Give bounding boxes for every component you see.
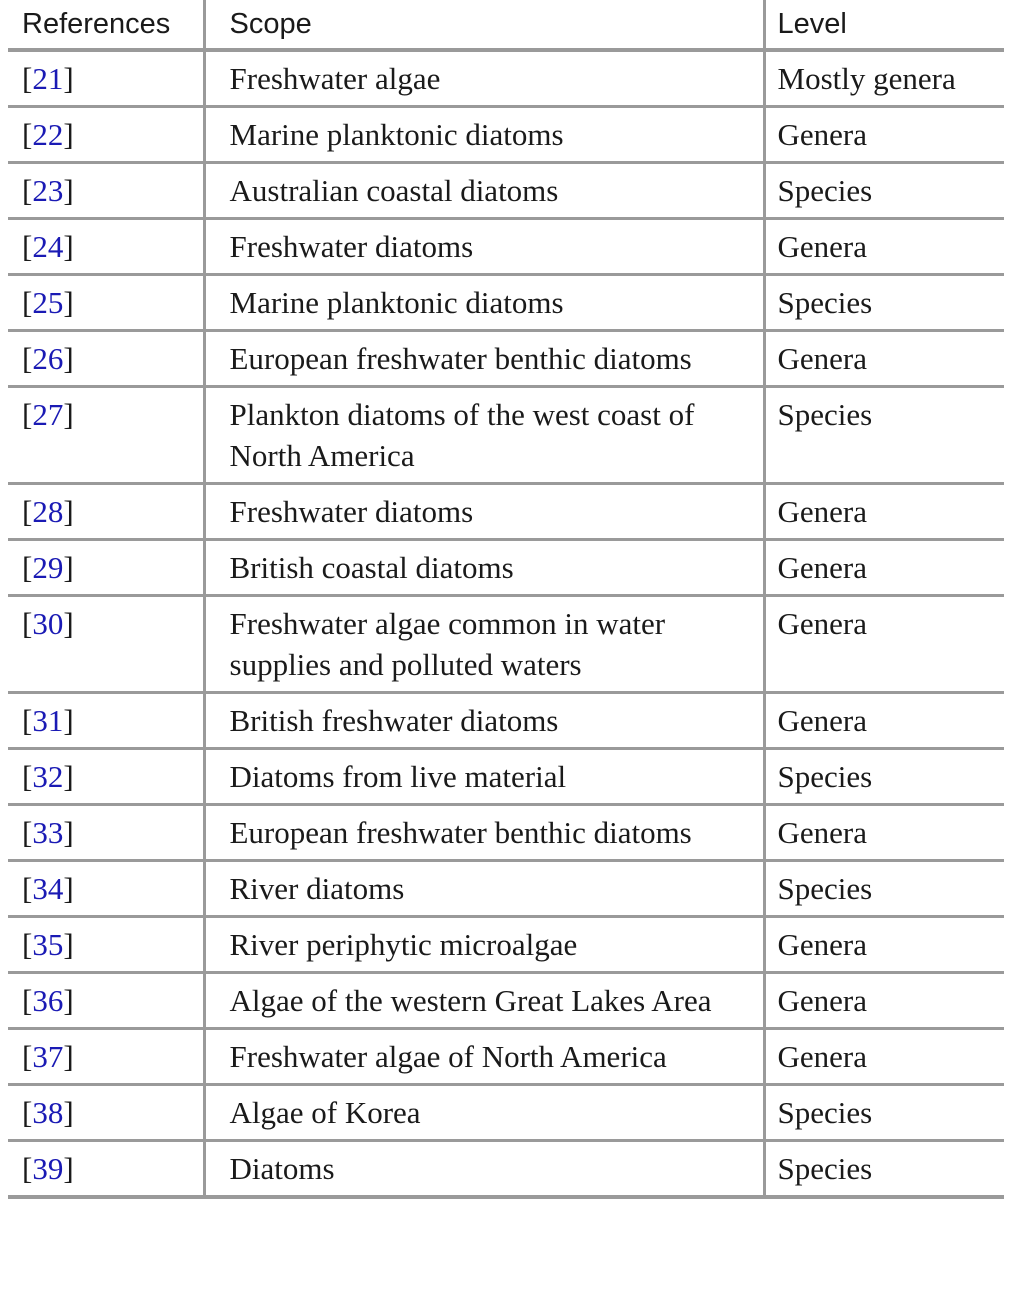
reference-cell <box>8 917 204 973</box>
reference-cell <box>8 107 204 163</box>
citation-link[interactable]: 25 <box>32 285 64 320</box>
close-bracket: ] <box>63 1039 74 1074</box>
table-row <box>8 331 1004 387</box>
open-bracket: [ <box>22 927 33 962</box>
open-bracket: [ <box>22 229 33 264</box>
table-row <box>8 693 1004 749</box>
scope-cell: Plankton diatoms of the west coast of North America <box>204 387 764 484</box>
scope-cell: River diatoms <box>204 861 764 917</box>
reference-cell <box>8 275 204 331</box>
table-row <box>8 973 1004 1029</box>
table-row <box>8 540 1004 596</box>
close-bracket: ] <box>63 759 74 794</box>
reference-cell <box>8 331 204 387</box>
reference-cell <box>8 973 204 1029</box>
table-header <box>8 0 1004 50</box>
citation-link[interactable]: 38 <box>32 1095 64 1130</box>
level-cell: Genera <box>764 917 1004 973</box>
table-row <box>8 1085 1004 1141</box>
level-cell: Species <box>764 1085 1004 1141</box>
table-row <box>8 50 1004 107</box>
close-bracket: ] <box>63 871 74 906</box>
scope-cell: Marine planktonic diatoms <box>204 107 764 163</box>
citation-link[interactable]: 36 <box>32 983 64 1018</box>
citation-link[interactable]: 33 <box>32 815 64 850</box>
scope-cell: European freshwater benthic diatoms <box>204 805 764 861</box>
close-bracket: ] <box>63 285 74 320</box>
level-cell: Mostly genera <box>764 50 1004 107</box>
open-bracket: [ <box>22 871 33 906</box>
scope-cell: Freshwater diatoms <box>204 219 764 275</box>
citation-link[interactable]: 31 <box>32 703 64 738</box>
reference-cell <box>8 219 204 275</box>
table-row <box>8 163 1004 219</box>
close-bracket: ] <box>63 550 74 585</box>
open-bracket: [ <box>22 173 33 208</box>
citation-link[interactable]: 28 <box>32 494 64 529</box>
citation-link[interactable]: 22 <box>32 117 64 152</box>
reference-cell <box>8 50 204 107</box>
citation-link[interactable]: 21 <box>32 61 64 96</box>
table-row <box>8 917 1004 973</box>
close-bracket: ] <box>63 927 74 962</box>
scope-cell: River periphytic microalgae <box>204 917 764 973</box>
level-cell: Species <box>764 387 1004 484</box>
scope-cell: Diatoms <box>204 1141 764 1198</box>
close-bracket: ] <box>63 1095 74 1130</box>
level-cell: Genera <box>764 331 1004 387</box>
open-bracket: [ <box>22 397 33 432</box>
table-row <box>8 107 1004 163</box>
close-bracket: ] <box>63 1151 74 1186</box>
table-row <box>8 596 1004 693</box>
level-cell: Genera <box>764 596 1004 693</box>
table-body <box>8 50 1004 1197</box>
table-row <box>8 387 1004 484</box>
scope-cell: Freshwater diatoms <box>204 484 764 540</box>
reference-cell <box>8 1029 204 1085</box>
level-cell: Species <box>764 275 1004 331</box>
open-bracket: [ <box>22 341 33 376</box>
citation-link[interactable]: 23 <box>32 173 64 208</box>
scope-cell: Algae of the western Great Lakes Area <box>204 973 764 1029</box>
citation-link[interactable]: 27 <box>32 397 64 432</box>
level-cell: Genera <box>764 805 1004 861</box>
table-row <box>8 1141 1004 1198</box>
scope-cell: Freshwater algae common in water supplies and polluted waters <box>204 596 764 693</box>
open-bracket: [ <box>22 606 33 641</box>
reference-cell <box>8 387 204 484</box>
open-bracket: [ <box>22 983 33 1018</box>
citation-link[interactable]: 24 <box>32 229 64 264</box>
level-cell: Genera <box>764 219 1004 275</box>
reference-cell <box>8 749 204 805</box>
close-bracket: ] <box>63 173 74 208</box>
level-cell: Genera <box>764 973 1004 1029</box>
table-row <box>8 749 1004 805</box>
scope-cell: Algae of Korea <box>204 1085 764 1141</box>
table-row <box>8 484 1004 540</box>
table-row <box>8 1029 1004 1085</box>
level-cell: Genera <box>764 107 1004 163</box>
citation-link[interactable]: 30 <box>32 606 64 641</box>
open-bracket: [ <box>22 550 33 585</box>
level-cell: Genera <box>764 484 1004 540</box>
close-bracket: ] <box>63 397 74 432</box>
open-bracket: [ <box>22 759 33 794</box>
reference-cell <box>8 693 204 749</box>
open-bracket: [ <box>22 1151 33 1186</box>
scope-cell: British freshwater diatoms <box>204 693 764 749</box>
citation-link[interactable]: 29 <box>32 550 64 585</box>
header-references: References <box>8 0 204 50</box>
table-row <box>8 275 1004 331</box>
citation-link[interactable]: 39 <box>32 1151 64 1186</box>
level-cell: Genera <box>764 1029 1004 1085</box>
table-row <box>8 219 1004 275</box>
citation-link[interactable]: 26 <box>32 341 64 376</box>
level-cell: Genera <box>764 693 1004 749</box>
scope-cell: British coastal diatoms <box>204 540 764 596</box>
scope-cell: Australian coastal diatoms <box>204 163 764 219</box>
citation-link[interactable]: 32 <box>32 759 64 794</box>
close-bracket: ] <box>63 117 74 152</box>
references-table <box>8 0 1004 1199</box>
open-bracket: [ <box>22 285 33 320</box>
citation-link[interactable]: 35 <box>32 927 64 962</box>
level-cell: Genera <box>764 540 1004 596</box>
reference-cell <box>8 540 204 596</box>
close-bracket: ] <box>63 341 74 376</box>
close-bracket: ] <box>63 815 74 850</box>
open-bracket: [ <box>22 117 33 152</box>
open-bracket: [ <box>22 1095 33 1130</box>
open-bracket: [ <box>22 1039 33 1074</box>
open-bracket: [ <box>22 494 33 529</box>
open-bracket: [ <box>22 815 33 850</box>
header-row <box>8 0 1004 50</box>
header-level: Level <box>764 0 1004 50</box>
close-bracket: ] <box>63 606 74 641</box>
scope-cell: Freshwater algae <box>204 50 764 107</box>
level-cell: Species <box>764 861 1004 917</box>
open-bracket: [ <box>22 61 33 96</box>
reference-cell <box>8 805 204 861</box>
close-bracket: ] <box>63 61 74 96</box>
scope-cell: Freshwater algae of North America <box>204 1029 764 1085</box>
open-bracket: [ <box>22 703 33 738</box>
scope-cell: European freshwater benthic diatoms <box>204 331 764 387</box>
scope-cell: Marine planktonic diatoms <box>204 275 764 331</box>
reference-cell <box>8 596 204 693</box>
close-bracket: ] <box>63 703 74 738</box>
scope-cell: Diatoms from live material <box>204 749 764 805</box>
reference-cell <box>8 484 204 540</box>
level-cell: Species <box>764 163 1004 219</box>
citation-link[interactable]: 37 <box>32 1039 64 1074</box>
citation-link[interactable]: 34 <box>32 871 64 906</box>
level-cell: Species <box>764 1141 1004 1198</box>
close-bracket: ] <box>63 983 74 1018</box>
table-row <box>8 805 1004 861</box>
close-bracket: ] <box>63 494 74 529</box>
reference-cell <box>8 163 204 219</box>
close-bracket: ] <box>63 229 74 264</box>
header-scope: Scope <box>204 0 764 50</box>
level-cell: Species <box>764 749 1004 805</box>
reference-cell <box>8 1085 204 1141</box>
table-row <box>8 861 1004 917</box>
reference-cell <box>8 1141 204 1198</box>
reference-cell <box>8 861 204 917</box>
